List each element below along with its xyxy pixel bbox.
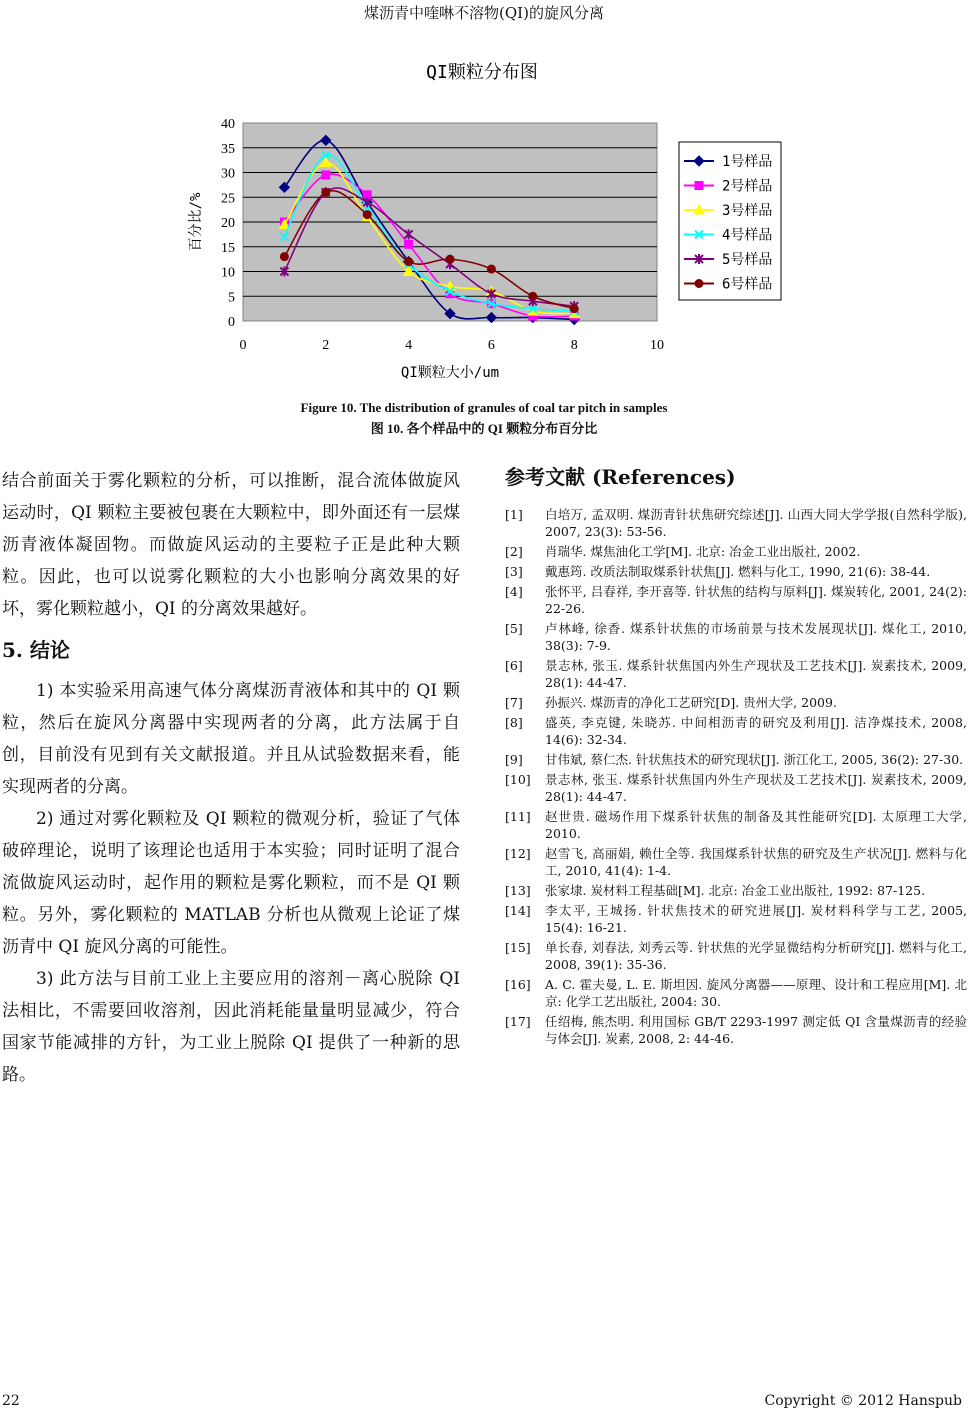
reference-number: [6]: [505, 658, 523, 673]
y-axis-label: 百分比/%: [188, 192, 204, 252]
chart-svg: [170, 55, 800, 395]
references-heading: 参考文献 (References): [505, 465, 736, 489]
x-tick-label: 6: [487, 338, 495, 353]
reference-number: [12]: [505, 846, 531, 861]
y-tick-label: 35: [221, 141, 235, 157]
reference-item: [505, 976, 967, 1010]
y-axis-ticks: [221, 117, 235, 330]
reference-text: 赵雪飞, 高丽娟, 赖仕全等. 我国煤系针状焦的研究及生产状况[J]. 燃料与化工, 2010, 41(4): 1-4.: [545, 846, 967, 878]
section-heading-conclusion: 5. 结论: [2, 638, 70, 662]
copyright-notice: Copyright © 2012 Hanspub: [764, 1393, 962, 1409]
data-point: [280, 253, 288, 261]
reference-text: 任绍梅, 熊杰明. 利用国标 GB/T 2293-1997 测定低 QI 含量煤沥青的经验与体会[J]. 炭素, 2008, 2: 44-46.: [545, 1014, 967, 1046]
reference-number: [4]: [505, 584, 523, 599]
reference-text: 李太平, 王城扬. 针状焦技术的研究进展[J]. 炭材料科学与工艺, 2005, 15(4): 16-21.: [545, 903, 967, 935]
reference-text: 盛英, 李克键, 朱晓苏. 中间相沥青的研究及利用[J]. 洁净煤技术, 2008, 14(6): 32-34.: [545, 715, 967, 747]
reference-text: 赵世贵. 磁场作用下煤系针状焦的制备及其性能研究[D]. 太原理工大学, 2010.: [545, 809, 967, 841]
reference-item: [505, 543, 967, 560]
reference-number: [1]: [505, 507, 523, 522]
reference-item: [505, 620, 967, 654]
reference-item: [505, 506, 967, 540]
reference-item: [505, 902, 967, 936]
legend-label: 2号样品: [722, 178, 773, 195]
legend-label: 3号样品: [722, 203, 773, 219]
reference-item: [505, 845, 967, 879]
reference-item: [505, 939, 967, 973]
reference-text: 白培万, 孟双明. 煤沥青针状焦研究综述[J]. 山西大同大学学报(自然科学版), 2007, 23(3): 53-56.: [545, 507, 967, 539]
reference-number: [17]: [505, 1014, 531, 1029]
x-tick-label: 0: [239, 338, 247, 353]
reference-item: [505, 882, 967, 899]
y-tick-label: 15: [221, 240, 235, 256]
x-tick-label: 4: [405, 338, 413, 353]
reference-text: 孙振兴. 煤沥青的净化工艺研究[D]. 贵州大学, 2009.: [545, 695, 837, 710]
data-point: [322, 188, 330, 196]
qi-distribution-chart: [170, 55, 800, 395]
legend-label: 4号样品: [722, 227, 773, 244]
reference-text: 卢林峰, 徐香. 煤系针状焦的市场前景与技术发展现状[J]. 煤化工, 2010, 38(3): 7-9.: [545, 621, 967, 653]
reference-number: [10]: [505, 772, 531, 787]
running-header: 煤沥青中喹啉不溶物(QI)的旋风分离: [364, 4, 604, 22]
x-tick-label: 8: [570, 338, 578, 353]
data-point: [529, 292, 537, 300]
conclusion-paragraph-3: 3) 此方法与目前工业上主要应用的溶剂－离心脱除 QI 法相比，不需要回收溶剂，因此消耗能量量明显减少，符合国家节能减排的方针，为工业上脱除 QI 提供了一种新的思路。: [2, 969, 460, 1085]
y-tick-label: 10: [221, 265, 235, 281]
reference-number: [2]: [505, 544, 523, 559]
reference-number: [3]: [505, 564, 523, 579]
reference-number: [5]: [505, 621, 523, 636]
reference-item: [505, 657, 967, 691]
y-tick-label: 25: [221, 191, 235, 207]
data-point: [487, 265, 495, 273]
reference-item: [505, 583, 967, 617]
reference-item: [505, 771, 967, 805]
reference-text: 张家埭. 炭材料工程基础[M]. 北京: 冶金工业出版社, 1992: 87-125.: [545, 883, 926, 898]
data-point: [322, 171, 330, 179]
reference-number: [13]: [505, 883, 531, 898]
reference-number: [8]: [505, 715, 523, 730]
reference-text: 景志林, 张玉. 煤系针状焦国内外生产现状及工艺技术[J]. 炭素技术, 2009, 28(1): 44-47.: [545, 658, 967, 690]
reference-text: 肖瑞华. 煤焦油化工学[M]. 北京: 冶金工业出版社, 2002.: [545, 544, 861, 559]
y-tick-label: 5: [228, 290, 235, 306]
reference-text: 景志林, 张玉. 煤系针状焦国内外生产现状及工艺技术[J]. 炭素技术, 2009, 28(1): 44-47.: [545, 772, 967, 804]
reference-number: [9]: [505, 752, 523, 767]
reference-number: [16]: [505, 977, 531, 992]
x-tick-label: 2: [322, 338, 330, 353]
figure-caption-en: Figure 10. The distribution of granules of coal tar pitch in samples: [300, 400, 668, 415]
conclusion-paragraph-2: 2) 通过对雾化颗粒及 QI 颗粒的微观分析，验证了气体破碎理论，说明了该理论也适用于本实验；同时证明了混合流做旋风运动时，起作用的颗粒是雾化颗粒，而不是 QI 颗粒。另外，雾化颗粒的 MATLAB 分析也从微观上论证了煤沥青中 QI 旋风分离的可能性。: [2, 809, 460, 957]
data-point: [363, 211, 371, 219]
legend-label: 6号样品: [722, 276, 773, 293]
x-axis-ticks: [240, 338, 665, 353]
references-column: [505, 462, 967, 1050]
figure-caption-cn: 图 10. 各个样品中的 QI 颗粒分布百分比: [370, 421, 598, 436]
data-point: [446, 255, 454, 263]
legend-swatch-marker: [695, 182, 703, 190]
y-tick-label: 30: [221, 166, 235, 182]
intro-paragraph: 结合前面关于雾化颗粒的分析，可以推断，混合流体做旋风运动时，QI 颗粒主要被包裹在大颗粒中，即外面还有一层煤沥青液体凝固物。而做旋风运动的主要粒子正是此种大颗粒。因此，也可以说雾化颗粒的大小也影响分离效果的好坏，雾化颗粒越小，QI 的分离效果越好。: [2, 471, 460, 619]
y-tick-label: 0: [228, 315, 235, 330]
legend-label: 5号样品: [722, 252, 773, 268]
data-point: [570, 305, 578, 313]
reference-number: [15]: [505, 940, 531, 955]
reference-item: [505, 808, 967, 842]
reference-item: [505, 1013, 967, 1047]
legend-swatch-marker: [695, 280, 703, 288]
y-tick-label: 20: [221, 216, 235, 231]
reference-text: 戴惠筠. 改质法制取煤系针状焦[J]. 燃料与化工, 1990, 21(6): 38-44.: [545, 564, 931, 579]
reference-text: A. C. 霍夫曼, L. E. 斯坦因. 旋风分离器——原理、设计和工程应用[M]. 北京: 化学工艺出版社, 2004: 30.: [545, 977, 967, 1009]
chart-legend: [679, 142, 781, 300]
legend-label: 1号样品: [722, 154, 773, 170]
reference-number: [14]: [505, 903, 531, 918]
reference-number: [7]: [505, 695, 523, 710]
conclusion-paragraph-1: 1) 本实验采用高速气体分离煤沥青液体和其中的 QI 颗粒，然后在旋风分离器中实现两者的分离，此方法属于自创，目前没有见到有关文献报道。并且从试验数据来看，能实现两者的分离。: [2, 681, 460, 797]
x-axis-label: QI颗粒大小/um: [400, 365, 500, 381]
data-point: [405, 258, 413, 266]
reference-item: [505, 714, 967, 748]
y-tick-label: 40: [221, 117, 235, 132]
reference-item: [505, 694, 967, 711]
data-point: [405, 240, 413, 248]
reference-text: 单长春, 刘春法, 刘秀云等. 针状焦的光学显微结构分析研究[J]. 燃料与化工, 2008, 39(1): 35-36.: [545, 940, 967, 972]
reference-item: [505, 563, 967, 580]
page-number: 22: [2, 1393, 20, 1409]
reference-number: [11]: [505, 809, 531, 824]
x-tick-label: 10: [650, 338, 664, 353]
reference-item: [505, 751, 967, 768]
chart-title: QI颗粒分布图: [426, 62, 538, 83]
reference-text: 张怀平, 吕春祥, 李开喜等. 针状焦的结构与原料[J]. 煤炭转化, 2001, 24(2): 22-26.: [545, 584, 967, 616]
main-text-column: [2, 465, 460, 1091]
reference-text: 甘伟斌, 蔡仁杰. 针状焦技术的研究现状[J]. 浙江化工, 2005, 36(2): 27-30.: [545, 752, 964, 767]
references-list: [505, 506, 967, 1047]
